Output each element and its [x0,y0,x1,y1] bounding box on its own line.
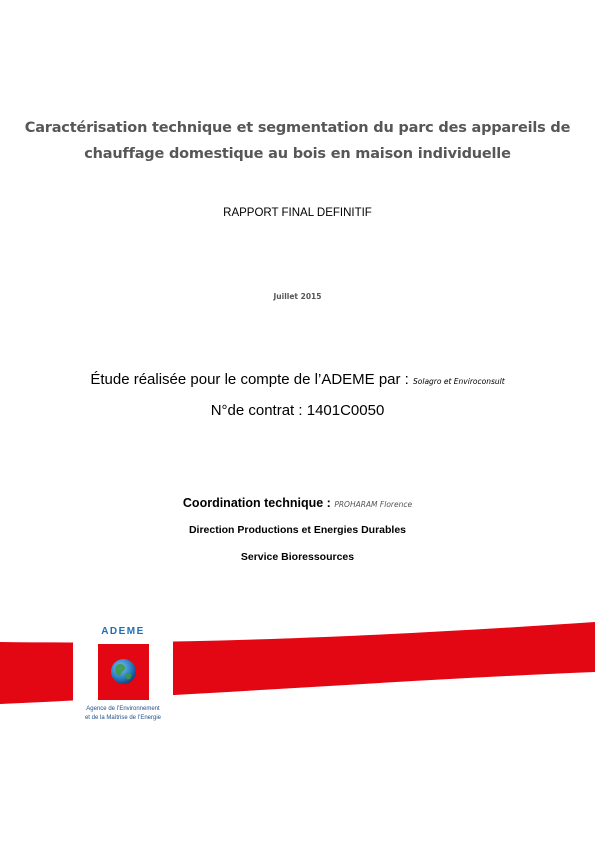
study-line [0,371,595,388]
logo-tagline-line-1: Agence de l’Environnement [86,706,160,712]
study-authors: Solagro et Enviroconsult [413,377,505,386]
report-subtitle: RAPPORT FINAL DEFINITIF [223,207,372,219]
logo-red-square [98,644,149,700]
coordination-person: PROHARAM Florence [334,500,413,509]
direction-name: Direction Productions et Energies Durables [188,524,407,536]
report-title-line-2: chauffage domestique au bois en maison individuelle [84,146,511,162]
report-title-line-1: Caractérisation technique et segmentation du parc des appareils de [24,120,571,136]
logo-tagline [73,705,173,723]
logo-name: ADEME [101,626,145,637]
logo-tagline-line-2: et de la Maîtrise de l’Energie [84,715,162,721]
report-date: Juillet 2015 [273,292,322,301]
contract-number: N°de contrat : 1401C0050 [210,402,385,419]
service-name: Service Bioressources [240,551,355,563]
coordination-label: Coordination technique : [182,496,331,510]
study-prefix: Étude réalisée pour le compte de l’ADEME par : [90,371,409,388]
ademe-logo [73,617,173,732]
coordination-line [0,496,595,510]
globe-icon [110,658,137,685]
